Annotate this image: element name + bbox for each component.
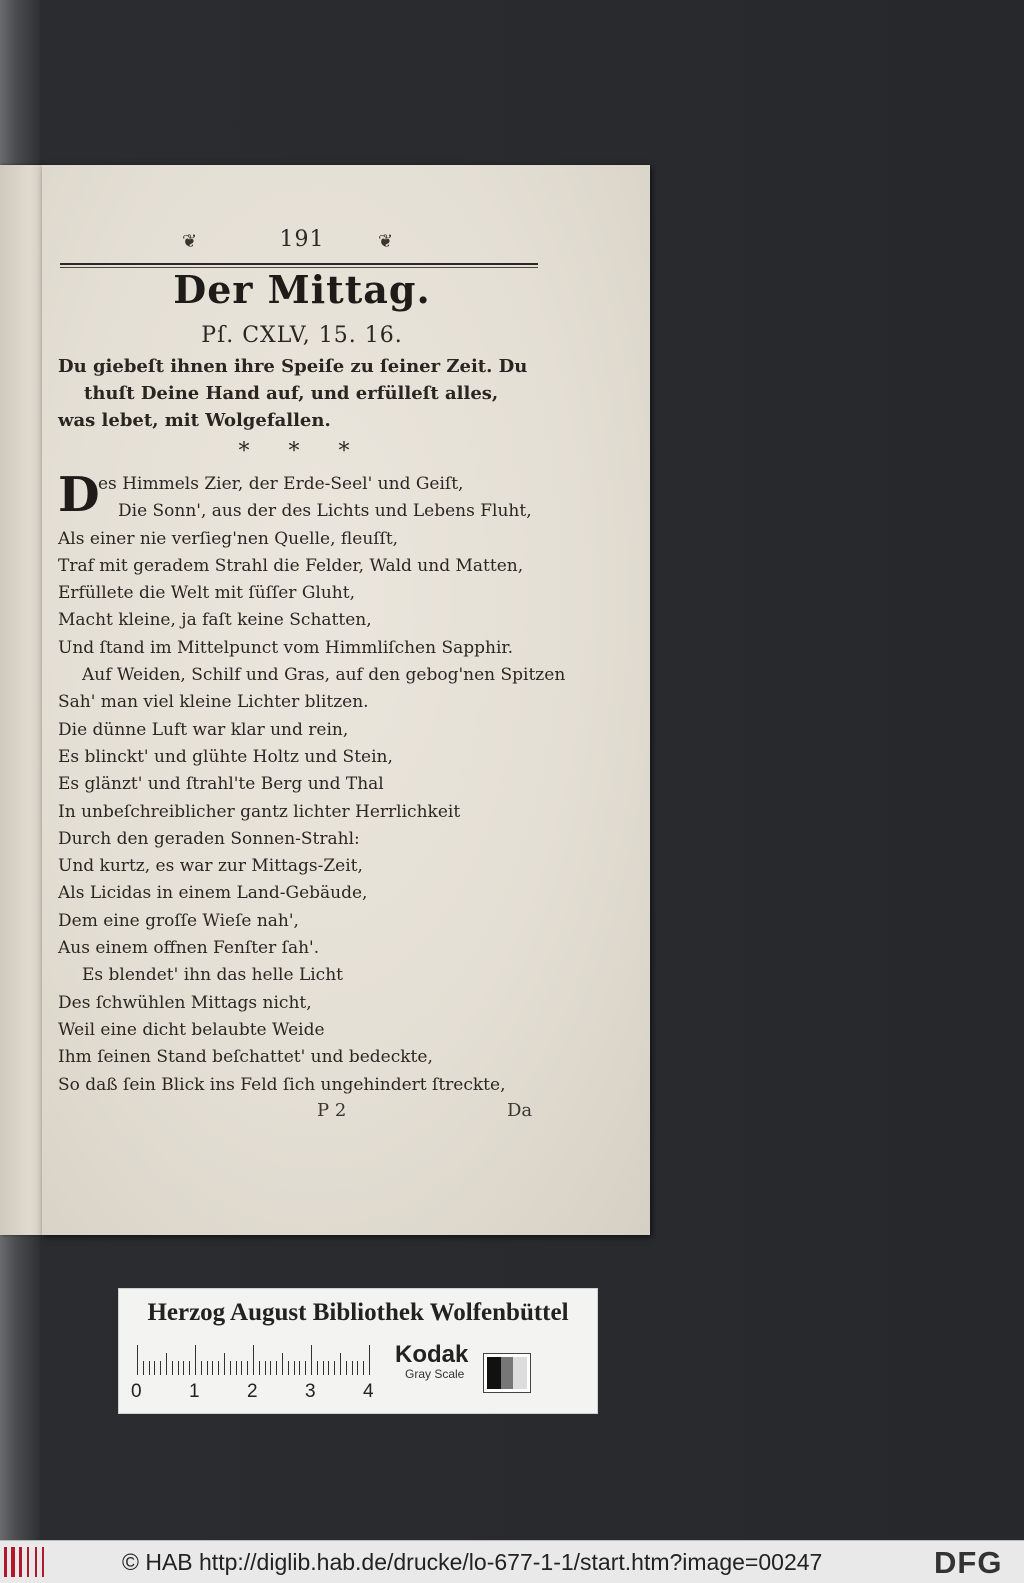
epigraph-line: was lebet, mit Wolgefallen. <box>58 410 331 431</box>
footer-bar <box>0 1540 1024 1583</box>
poem-line: Des ſchwühlen Mittags nicht, <box>58 992 312 1013</box>
epigraph-line: thuſt Deine Hand auf, und erfülleſt alles, <box>84 383 499 404</box>
poem-line: Als einer nie verſieg'nen Quelle, fleuſſt, <box>58 528 399 549</box>
color-calibration-card <box>118 1288 598 1414</box>
ruler-number: 3 <box>305 1381 316 1402</box>
section-separator: * * * <box>238 439 366 464</box>
ruler-tick <box>195 1345 196 1375</box>
chapter-title: Der Mittag. <box>173 267 431 312</box>
catchword: Da <box>507 1100 533 1121</box>
ruler-tick <box>305 1361 306 1375</box>
ruler-tick <box>276 1361 277 1375</box>
drop-initial: D <box>58 467 100 523</box>
ruler-tick <box>328 1361 329 1375</box>
ruler-tick <box>247 1361 248 1375</box>
ruler-tick <box>317 1361 318 1375</box>
ornament-right-icon: ❦ <box>378 231 394 252</box>
ruler-tick <box>294 1361 295 1375</box>
poem-line: Ihm ſeinen Stand beſchattet' und bedeckte, <box>58 1047 433 1068</box>
ruler-tick <box>189 1361 190 1375</box>
poem-line: Aus einem offnen Fenſter ſah'. <box>58 938 320 959</box>
ruler-tick <box>230 1361 231 1375</box>
poem-body <box>58 467 566 1099</box>
barcode-bar <box>42 1547 44 1577</box>
footer-copyright-link[interactable]: © HAB http://diglib.hab.de/drucke/lo-677-1-1/start.htm?image=00247 <box>122 1549 823 1575</box>
poem-line: Es blinckt' und glühte Holtz und Stein, <box>58 746 393 767</box>
ruler-tick <box>259 1361 260 1375</box>
ruler-number: 1 <box>189 1381 200 1402</box>
ruler-scale <box>137 1345 377 1375</box>
swatch-black <box>487 1357 501 1389</box>
poem-line: Es glänzt' und ſtrahl'te Berg und Thal <box>58 774 384 795</box>
ruler-number: 0 <box>131 1381 142 1402</box>
poem-line: Dem eine groſſe Wieſe nah', <box>58 910 299 931</box>
poem-line: Sah' man viel kleine Lichter blitzen. <box>58 692 369 713</box>
ruler-tick <box>323 1361 324 1375</box>
ruler-tick <box>340 1353 341 1375</box>
ruler-tick <box>241 1361 242 1375</box>
book-page <box>42 165 650 1235</box>
poem-line: Und ſtand im Mittelpunct vom Himmliſchen Sapphir. <box>58 637 514 658</box>
poem-line: Und kurtz, es war zur Mittags-Zeit, <box>58 856 363 877</box>
poem-line: Als Licidas in einem Land-Gebäude, <box>58 883 368 904</box>
barcode-bar <box>27 1547 29 1577</box>
ruler-tick <box>357 1361 358 1375</box>
barcode-bar <box>11 1547 15 1577</box>
ruler-tick <box>166 1353 167 1375</box>
ruler-tick <box>212 1361 213 1375</box>
gray-scale-label: Gray Scale <box>405 1367 465 1381</box>
ruler-tick <box>154 1361 155 1375</box>
epigraph <box>58 353 548 434</box>
previous-page-glyphs <box>2 515 26 731</box>
poem-line: Macht kleine, ja faſt keine Schatten, <box>58 610 372 631</box>
ruler-tick <box>183 1361 184 1375</box>
ruler-tick <box>137 1345 138 1375</box>
ruler-tick <box>218 1361 219 1375</box>
poem-line: Die Sonn', aus der des Lichts und Lebens Fluht, <box>118 501 532 522</box>
ruler-number: 4 <box>363 1381 374 1402</box>
ruler-tick <box>236 1361 237 1375</box>
poem-line: Traf mit geradem Strahl die Felder, Wald und Matten, <box>58 555 524 576</box>
ruler-tick <box>369 1345 370 1375</box>
kodak-logo: Kodak <box>395 1341 469 1368</box>
ruler-tick <box>224 1353 225 1375</box>
poem-line: es Himmels Zier, der Erde-Seel' und Geiſt, <box>98 474 464 494</box>
ruler-tick <box>270 1361 271 1375</box>
ruler-tick <box>253 1345 254 1375</box>
previous-page-edge <box>0 165 42 1235</box>
poem-line: Weil eine dicht belaubte Weide <box>58 1019 325 1040</box>
dfg-logo: DFG <box>934 1545 1003 1580</box>
poem-line: Die dünne Luft war klar und rein, <box>58 719 349 740</box>
barcode-bar <box>4 1547 7 1577</box>
barcode-bar <box>35 1547 37 1577</box>
ruler-tick <box>299 1361 300 1375</box>
barcode-icon <box>4 1547 48 1577</box>
poem-line: Erfüllete die Welt mit ſüſſer Gluht, <box>58 583 355 604</box>
ruler-tick <box>282 1353 283 1375</box>
poem-line: Durch den geraden Sonnen-Strahl: <box>58 828 360 849</box>
poem-line: Es blendet' ihn das helle Licht <box>82 965 343 986</box>
swatch-light <box>513 1357 527 1389</box>
ruler-tick <box>160 1361 161 1375</box>
ruler-tick <box>149 1361 150 1375</box>
epigraph-line: Du giebeſt ihnen ihre Speiſe zu ſeiner Zeit. Du <box>58 356 528 377</box>
ruler-tick <box>311 1345 312 1375</box>
ruler-tick <box>172 1361 173 1375</box>
library-name: Herzog August Bibliothek Wolfenbüttel <box>147 1299 569 1326</box>
ruler-tick <box>288 1361 289 1375</box>
ruler-tick <box>265 1361 266 1375</box>
gray-scale-swatch <box>483 1353 531 1393</box>
signature-mark: P 2 <box>317 1100 347 1121</box>
ruler-tick <box>352 1361 353 1375</box>
page-number: 191 <box>279 227 325 252</box>
barcode-bar <box>19 1547 22 1577</box>
poem-line: In unbeſchreiblicher gantz lichter Herrlichkeit <box>58 801 461 822</box>
ruler-tick <box>178 1361 179 1375</box>
ruler-number: 2 <box>247 1381 258 1402</box>
ruler-tick <box>201 1361 202 1375</box>
ruler-tick <box>207 1361 208 1375</box>
ruler-tick <box>363 1361 364 1375</box>
ruler-tick <box>143 1361 144 1375</box>
ruler-tick <box>334 1361 335 1375</box>
poem-line: Auf Weiden, Schilf und Gras, auf den gebog'nen Spitzen <box>82 665 566 686</box>
poem-line: So daß ſein Blick ins Feld ſich ungehindert ſtreckte, <box>58 1074 506 1095</box>
header-rule <box>60 263 538 265</box>
ornament-left-icon: ❦ <box>182 231 198 252</box>
swatch-gray <box>501 1357 513 1389</box>
psalm-reference: Pſ. CXLV, 15. 16. <box>201 323 403 348</box>
ruler-tick <box>346 1361 347 1375</box>
